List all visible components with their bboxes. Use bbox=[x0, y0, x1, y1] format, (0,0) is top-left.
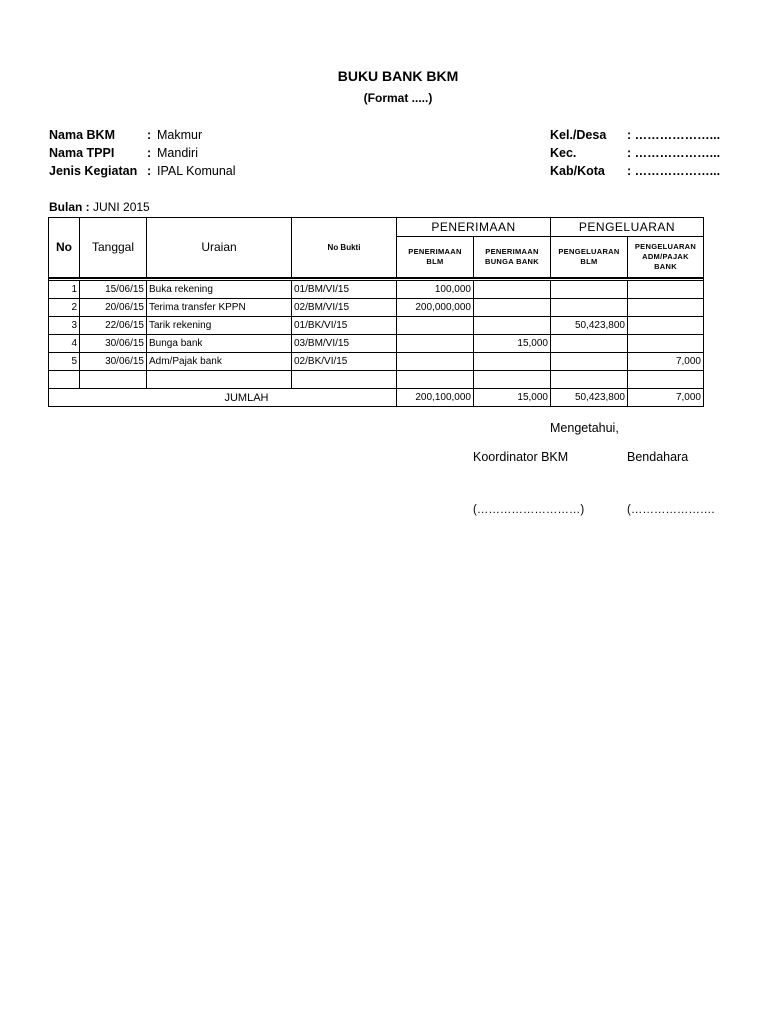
bulan-line bbox=[49, 200, 150, 214]
table-row bbox=[49, 371, 704, 389]
cell-uraian: Tarik rekening bbox=[147, 317, 292, 335]
table-row bbox=[49, 353, 704, 371]
bendahara-label: Bendahara bbox=[627, 450, 689, 464]
cell-pen-blm: 200,000,000 bbox=[397, 299, 474, 317]
table-row bbox=[49, 317, 704, 335]
info-colon: : bbox=[147, 164, 152, 178]
cell-uraian: Terima transfer KPPN bbox=[147, 299, 292, 317]
cell-tanggal: 22/06/15 bbox=[80, 317, 147, 335]
header-pengeluaran-adm: PENGELUARAN ADM/PAJAK BANK bbox=[628, 237, 704, 278]
cell-pen-bunga: 15,000 bbox=[474, 335, 551, 353]
cell-no: 2 bbox=[49, 299, 80, 317]
info-colon: : bbox=[147, 146, 152, 160]
header-pengeluaran-blm: PENGELUARAN BLM bbox=[551, 237, 628, 278]
cell-no: 1 bbox=[49, 281, 80, 299]
info-kec-value: : ………………... bbox=[627, 146, 721, 160]
info-kel-desa-label: Kel./Desa bbox=[550, 128, 607, 142]
cell-no: 4 bbox=[49, 335, 80, 353]
cell-no-bukti bbox=[292, 371, 397, 389]
cell-no-bukti: 02/BM/VI/15 bbox=[292, 299, 397, 317]
cell-peng-adm bbox=[628, 371, 704, 389]
cell-peng-adm bbox=[628, 281, 704, 299]
cell-uraian: Adm/Pajak bank bbox=[147, 353, 292, 371]
cell-pen-blm bbox=[397, 335, 474, 353]
cell-peng-blm bbox=[551, 299, 628, 317]
info-colon: : bbox=[147, 128, 152, 142]
info-kab-kota-label: Kab/Kota bbox=[550, 164, 605, 178]
header-penerimaan: PENERIMAAN bbox=[397, 218, 551, 237]
cell-peng-blm bbox=[551, 371, 628, 389]
total-pen-bunga: 15,000 bbox=[474, 389, 551, 407]
cell-no-bukti: 01/BM/VI/15 bbox=[292, 281, 397, 299]
info-jenis-kegiatan bbox=[49, 164, 236, 178]
info-kec-label: Kec. bbox=[550, 146, 577, 160]
cell-tanggal bbox=[80, 371, 147, 389]
cell-tanggal: 20/06/15 bbox=[80, 299, 147, 317]
bulan-value: JUNI 2015 bbox=[93, 200, 150, 214]
cell-pen-blm bbox=[397, 371, 474, 389]
header-tanggal: Tanggal bbox=[80, 218, 147, 278]
cell-peng-adm bbox=[628, 299, 704, 317]
koordinator-label: Koordinator BKM bbox=[473, 450, 569, 464]
cell-no: 3 bbox=[49, 317, 80, 335]
cell-pen-blm: 100,000 bbox=[397, 281, 474, 299]
cell-uraian: Buka rekening bbox=[147, 281, 292, 299]
cell-pen-bunga bbox=[474, 353, 551, 371]
total-pen-blm: 200,100,000 bbox=[397, 389, 474, 407]
cell-peng-adm bbox=[628, 335, 704, 353]
cell-peng-adm bbox=[628, 317, 704, 335]
cell-no-bukti: 02/BK/VI/15 bbox=[292, 353, 397, 371]
header-pengeluaran: PENGELUARAN bbox=[551, 218, 704, 237]
header-no-bukti: No Bukti bbox=[292, 218, 397, 278]
info-value: IPAL Komunal bbox=[157, 164, 236, 178]
header-penerimaan-bunga: PENERIMAAN BUNGA BANK bbox=[474, 237, 551, 278]
info-value: Makmur bbox=[157, 128, 203, 142]
info-nama-tppi bbox=[49, 146, 198, 160]
table-row bbox=[49, 335, 704, 353]
mengetahui-label: Mengetahui, bbox=[550, 421, 619, 435]
document-subtitle: (Format .....) bbox=[363, 91, 433, 105]
cell-pen-bunga bbox=[474, 371, 551, 389]
header-uraian: Uraian bbox=[147, 218, 292, 278]
total-peng-adm: 7,000 bbox=[628, 389, 704, 407]
info-nama-bkm bbox=[49, 128, 203, 142]
cell-pen-blm bbox=[397, 353, 474, 371]
cell-peng-blm bbox=[551, 353, 628, 371]
koordinator-signature-blank: (………………………) bbox=[473, 504, 585, 516]
total-row bbox=[49, 389, 704, 407]
cell-tanggal: 30/06/15 bbox=[80, 353, 147, 371]
cell-no-bukti: 01/BK/VI/15 bbox=[292, 317, 397, 335]
cell-pen-bunga bbox=[474, 299, 551, 317]
cell-no-bukti: 03/BM/VI/15 bbox=[292, 335, 397, 353]
cell-tanggal: 30/06/15 bbox=[80, 335, 147, 353]
info-kab-kota-value: : ………………... bbox=[627, 164, 721, 178]
cell-peng-adm: 7,000 bbox=[628, 353, 704, 371]
cell-pen-blm bbox=[397, 317, 474, 335]
table-row bbox=[49, 299, 704, 317]
cell-peng-blm: 50,423,800 bbox=[551, 317, 628, 335]
info-kel-desa-value: : ………………... bbox=[627, 128, 721, 142]
total-label: JUMLAH bbox=[49, 389, 397, 407]
cell-pen-bunga bbox=[474, 317, 551, 335]
total-peng-blm: 50,423,800 bbox=[551, 389, 628, 407]
cell-uraian bbox=[147, 371, 292, 389]
header-no: No bbox=[49, 218, 80, 278]
document-title: BUKU BANK BKM bbox=[337, 68, 459, 84]
header-penerimaan-blm: PENERIMAAN BLM bbox=[397, 237, 474, 278]
cell-no bbox=[49, 371, 80, 389]
cell-peng-blm bbox=[551, 281, 628, 299]
bulan-label: Bulan : bbox=[49, 200, 90, 214]
info-value: Mandiri bbox=[157, 146, 198, 160]
bendahara-signature-blank: (…………………. bbox=[627, 504, 715, 516]
info-label: Nama BKM bbox=[49, 128, 115, 142]
cell-uraian: Bunga bank bbox=[147, 335, 292, 353]
info-label: Nama TPPI bbox=[49, 146, 115, 160]
cell-pen-bunga bbox=[474, 281, 551, 299]
table-row bbox=[49, 281, 704, 299]
bank-book-table bbox=[48, 217, 704, 407]
cell-no: 5 bbox=[49, 353, 80, 371]
cell-tanggal: 15/06/15 bbox=[80, 281, 147, 299]
cell-peng-blm bbox=[551, 335, 628, 353]
info-label: Jenis Kegiatan bbox=[49, 164, 138, 178]
